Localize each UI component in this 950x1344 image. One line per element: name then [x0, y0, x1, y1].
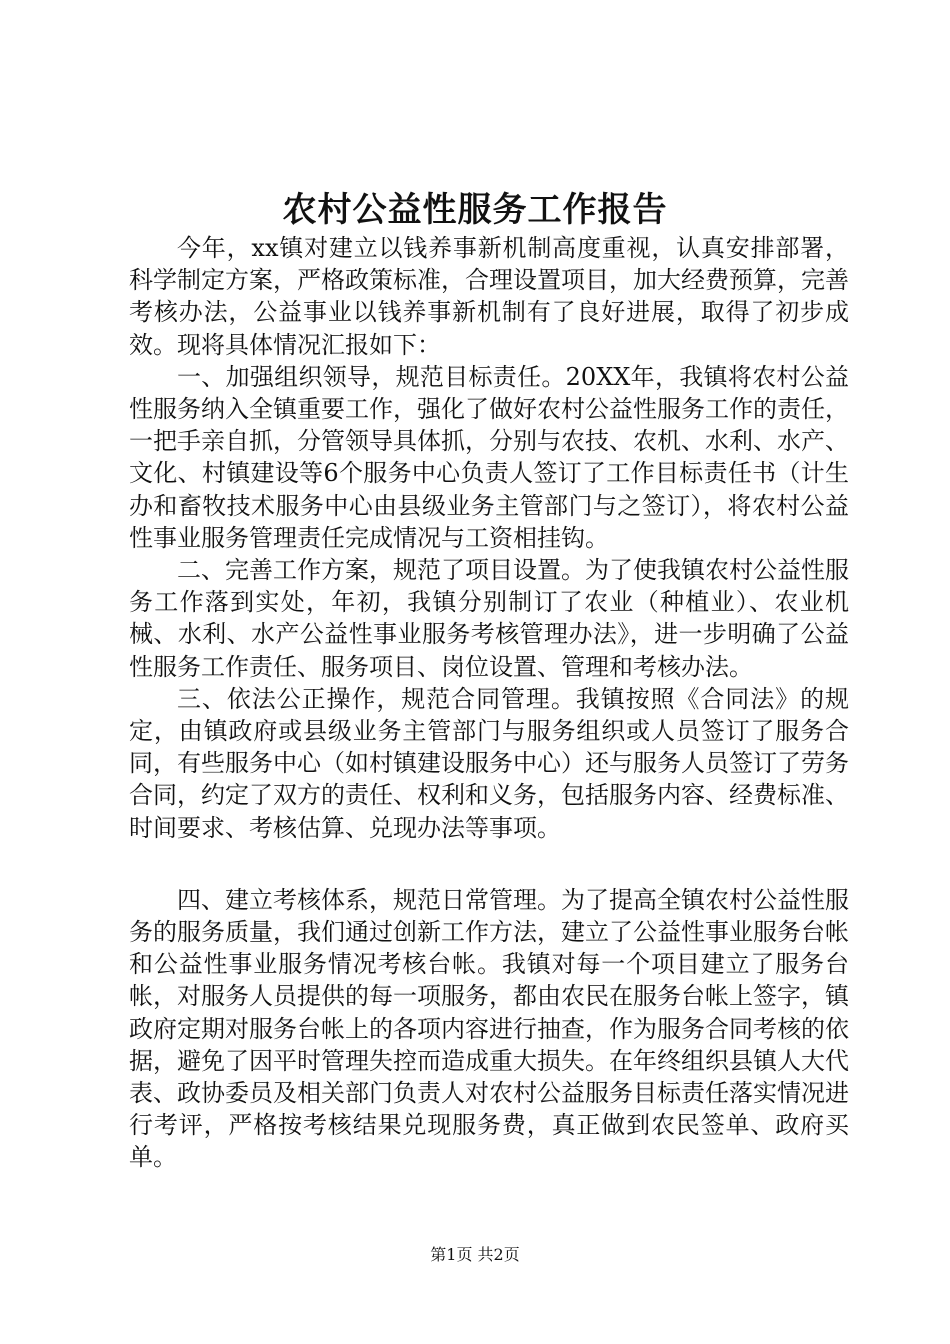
paragraph-intro: 今年，xx镇对建立以钱养事新机制高度重视，认真安排部署，科学制定方案，严格政策标准，合理设置项目，加大经费预算，完善考核办法，公益事业以钱养事新机制有了良好进展，取得了初步成效。现将具体情况汇报如下： — [129, 234, 849, 359]
document-title: 农村公益性服务工作报告 — [282, 190, 668, 230]
page-footer: 第1页 共2页 — [430, 1245, 520, 1264]
paragraph-section-2: 二、完善工作方案，规范了项目设置。为了使我镇农村公益性服务工作落到实处，年初，我镇分别制订了农业（种植业）、农业机械、水利、水产公益性事业服务考核管理办法》，进一步明确了公益性服务工作责任、服务项目、岗位设置、管理和考核办法。 — [129, 556, 849, 681]
paragraph-section-3: 三、依法公正操作，规范合同管理。我镇按照《合同法》的规定，由镇政府或县级业务主管部门与服务组织或人员签订了服务合同，有些服务中心（如村镇建设服务中心）还与服务人员签订了劳务合同，约定了双方的责任、权利和义务，包括服务内容、经费标准、时间要求、考核估算、兑现办法等事项。 — [129, 684, 849, 842]
document-body — [129, 232, 849, 1174]
paragraph-section-4: 四、建立考核体系，规范日常管理。为了提高全镇农村公益性服务的服务质量，我们通过创新工作方法，建立了公益性事业服务台帐和公益性事业服务情况考核台帐。我镇对每一个项目建立了服务台帐，对服务人员提供的每一项服务，都由农民在服务台帐上签字，镇政府定期对服务台帐上的各项内容进行抽查，作为服务合同考核的依据，避免了因平时管理失控而造成重大损失。在年终组织县镇人大代表、政协委员及相关部门负责人对农村公益服务目标责任落实情况进行考评，严格按考核结果兑现服务费，真正做到农民签单、政府买单。 — [129, 885, 849, 1172]
paragraph-spacer — [129, 844, 849, 884]
paragraph-section-1: 一、加强组织领导，规范目标责任。20XX年，我镇将农村公益性服务纳入全镇重要工作，强化了做好农村公益性服务工作的责任，一把手亲自抓，分管领导具体抓，分别与农技、农机、水利、水产、文化、村镇建设等6个服务中心负责人签订了工作目标责任书（计生办和畜牧技术服务中心由县级业务主管部门与之签订），将农村公益性事业服务管理责任完成情况与工资相挂钩。 — [129, 362, 849, 552]
